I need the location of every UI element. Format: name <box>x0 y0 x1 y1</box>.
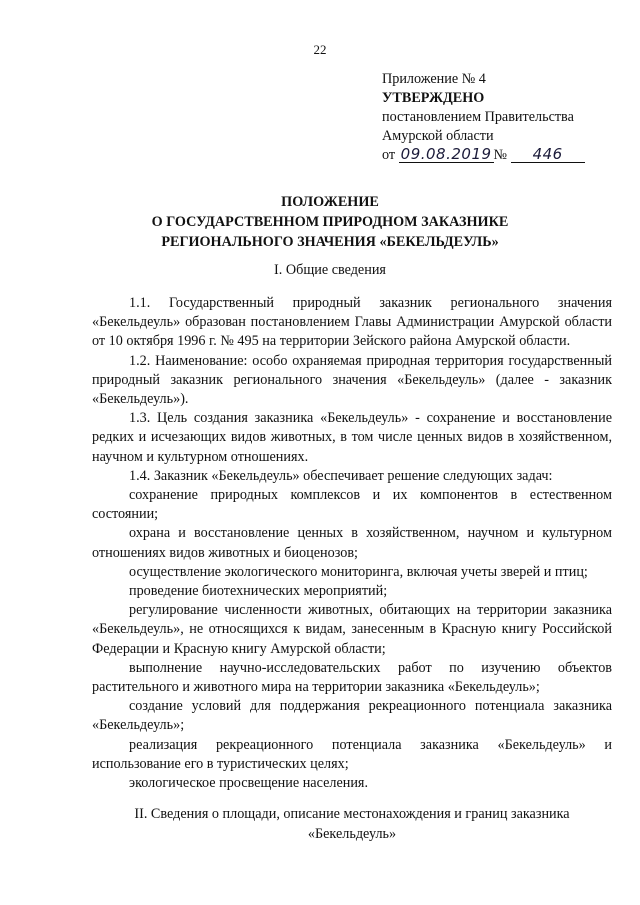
decree-line-2: Амурской области <box>382 128 494 144</box>
number-prefix: № <box>493 147 508 163</box>
paragraph: 1.3. Цель создания заказника «Бекельдеуль» - сохранение и восстановление редких и исчезающих видов животных, в том числе ценных видов в хозяйственном, научном и культурном отношениях. <box>92 410 612 465</box>
section-2-heading-line-2: «Бекельдеуль» <box>307 826 397 842</box>
section-2-heading-line-1: II. Сведения о площади, описание местонахождения и границ заказника <box>134 806 570 822</box>
date-prefix: от <box>382 147 396 163</box>
section-1-heading: I. Общие сведения <box>274 262 386 278</box>
paragraph: создание условий для поддержания рекреационного потенциала заказника «Бекельдеуль»; <box>92 698 612 734</box>
approved-label: УТВЕРЖДЕНО <box>382 90 485 106</box>
paragraph: сохранение природных комплексов и их компонентов в естественном состоянии; <box>92 487 612 523</box>
section-2-heading <box>92 804 612 844</box>
section-1-body <box>92 294 612 793</box>
handwritten-number: 446 <box>511 146 585 163</box>
paragraph: выполнение научно-исследовательских работ по изучению объектов растительного и животного мира на территории заказника «Бекельдеуль»; <box>92 659 612 696</box>
paragraph: охрана и восстановление ценных в хозяйственном, научном и культурном отношениях видов животных и биоценозов; <box>92 525 612 561</box>
paragraph: 1.2. Наименование: особо охраняемая природная территория государственный природный заказник регионального значения «Бекельдеуль» (далее - заказник «Бекельдеуль»). <box>92 352 612 408</box>
approval-block <box>382 70 622 165</box>
handwritten-date: 09.08.2019 <box>400 145 492 163</box>
paragraph: 1.1. Государственный природный заказник регионального значения «Бекельдеуль» образован постановлением Главы Администрации Амурской области от 10 октября 1996 г. № 495 на территории Зейского района Амурской области. <box>92 295 612 350</box>
title-line-1: ПОЛОЖЕНИЕ <box>281 194 379 210</box>
title-line-3: РЕГИОНАЛЬНОГО ЗНАЧЕНИЯ «БЕКЕЛЬДЕУЛЬ» <box>161 234 499 250</box>
paragraph: осуществление экологического мониторинга, включая учеты зверей и птиц; <box>129 563 588 580</box>
paragraph: регулирование численности животных, обитающих на территории заказника «Бекельдеуль», не относящихся к видам, занесенным в Красную книгу Российской Федерации и Красную книгу Амурской области; <box>92 602 612 657</box>
appendix-label: Приложение № 4 <box>382 71 486 87</box>
paragraph: проведение биотехнических мероприятий; <box>129 583 388 600</box>
decree-line-1: постановлением Правительства <box>382 109 574 125</box>
title-line-2: О ГОСУДАРСТВЕННОМ ПРИРОДНОМ ЗАКАЗНИКЕ <box>151 214 509 230</box>
date-number-line <box>382 146 622 165</box>
document-title <box>60 192 600 252</box>
paragraph: реализация рекреационного потенциала заказника «Бекельдеуль» и использование его в туристических целях; <box>92 736 612 772</box>
paragraph: 1.4. Заказник «Бекельдеуль» обеспечивает решение следующих задач: <box>129 467 553 484</box>
page-number: 22 <box>313 42 327 57</box>
paragraph: экологическое просвещение населения. <box>129 775 369 792</box>
